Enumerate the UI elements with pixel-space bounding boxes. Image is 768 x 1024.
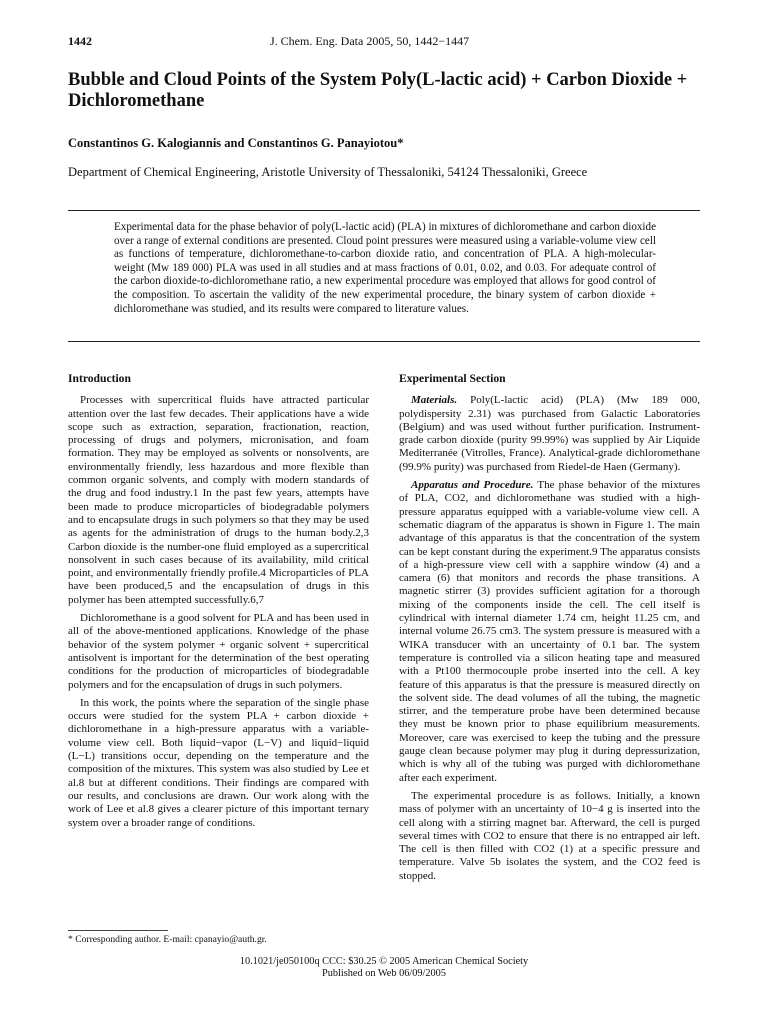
journal-reference: J. Chem. Eng. Data 2005, 50, 1442−1447: [270, 34, 470, 48]
abstract: Experimental data for the phase behavior of poly(L-lactic acid) (PLA) in mixtures of dichloromethane and carbon dioxide over a range of external conditions are presented. Cloud point pressures were measured using a variable-volume view cell as functions of temperature, dichloromethane-to-carbon dioxide ratio, and concentration of PLA. A high-molecular-weight (Mw 189 000) PLA was used in all studies and at mass fractions of 0.01, 0.02, and 0.03. For adequate control of the carbon dioxide-to-dichloromethane ratio, a new experimental procedure was employed that allows for good control of the composition. To ascertain the validity of the new experimental procedure, the binary system of carbon dioxide + dichloromethane was studied, and its results were compared to literature values.: [114, 221, 656, 315]
intro-paragraph-1: Processes with supercritical fluids have attracted particular attention over the last few decades. Their applications have a wide scope such as extraction, separation, fractionation, reaction, processing of drugs and polymers, micronisation, and foam formation. They may be employed as solvents or nonsolvents, are environmentally friendly, less hazardous and more flexible than common organic solvents, and comply with modern standards of the drug and food industry.1 In the past few years, attempts have been made to produce microparticles of biodegradable polymers and to encapsulate drugs in such polymers so that they may be used as agents for the administration of drugs to the human body.2,3 Carbon dioxide is the number-one fluid employed as a supercritical nonsolvent in such cases because of its availability, mild critical point, and environmentally friendly profile.4 Microparticles of PLA have been produced,5 and the encapsulation of drugs in this polymer has been attempted successfully.6,7: [68, 394, 369, 606]
abstract-bottom-rule: [68, 341, 700, 342]
intro-paragraph-2: Dichloromethane is a good solvent for PLA and has been used in all of the above-mentioned applications. Knowledge of the phase behavior of the system polymer + organic solvent + supercritical antisolvent is important for the determination of the best operating conditions for the production of microparticles of biodegradable polymers and for the encapsulation of drugs in such polymers.: [68, 612, 369, 691]
footnote-rule: [68, 930, 168, 931]
materials-label: Materials.: [411, 394, 458, 407]
authors: Constantinos G. Kalogiannis and Constantinos G. Panayiotou*: [68, 136, 404, 150]
apparatus-label: Apparatus and Procedure.: [411, 479, 534, 492]
right-column: [399, 372, 700, 888]
published-date: Published on Web 06/09/2005: [322, 968, 446, 979]
page-number: 1442: [68, 34, 92, 48]
article-title: Bubble and Cloud Points of the System Poly(L-lactic acid) + Carbon Dioxide + Dichloromethane: [68, 70, 688, 111]
apparatus-text: The phase behavior of the mixtures of PLA, CO2, and dichloromethane was studied with a high-pressure apparatus equipped with a variable-volume view cell. A schematic diagram of the apparatus is shown in Figure 1. The main advantage of this apparatus is that the concentration of the system can be kept constant during the experiment.9 The apparatus consists of a high-pressure view cell with a sapphire window (4) and a camera (6) that monitors and records the phase transitions. A magnetic stirrer (3) provides sufficient agitation for a thorough mixing of the components inside the cell. The cell itself is cylindrical with internal diameter 1.74 cm, height 11.25 cm, and internal volume 26.75 cm3. The system pressure is measured with a WIKA transducer with an uncertainty of 0.1 bar. The system temperature is controlled via a silicon heating tape and measured with a Pt100 thermocouple probe inserted into the cell. A key feature of this apparatus is that the pressure is measured directly on the solvent side. The dead volumes of all the tubing, the magnetic stirrer, and the temperature probe have been determined because they must be known prior to phase equilibrium measurements. Moreover, care was exercised to keep the tubing and the pressure gauge clean because polymer may plug it during depressurization, which is why all of the tubing was purged with dichloromethane after each experiment.: [399, 479, 700, 784]
affiliation: Department of Chemical Engineering, Aristotle University of Thessaloniki, 54124 Thessaloniki, Greece: [68, 165, 588, 179]
procedure-paragraph: The experimental procedure is as follows. Initially, a known mass of polymer with an uncertainty of 10−4 g is inserted into the cell along with a stirring magnet bar. Afterward, the cell is purged several times with CO2 to ensure that there is no entrapped air left. The cell is then filled with CO2 (1) at a specific pressure and temperature. Valve 5b isolates the system, and the CO2 feed is stopped.: [399, 789, 700, 882]
intro-paragraph-3: In this work, the points where the separation of the single phase occurs were studied for the system PLA + carbon dioxide + dichloromethane in a high-pressure apparatus with a variable-volume view cell. Both liquid−vapor (L−V) and liquid−liquid (L−L) transitions occur, depending on the temperature and the composition of the mixtures. This system was also studied by Lee et al.8 but at different conditions. Their findings are compared with our results, and conclusions are drawn. Our work along with the work of Lee et al.8 gives a clearer picture of this important ternary system over a broader range of conditions.: [68, 696, 369, 829]
materials-text: Poly(L-lactic acid) (PLA) (Mw 189 000, polydispersity 2.31) was purchased from Galactic Laboratories (Belgium) and was used without further purification. Instrument-grade carbon dioxide (purity 99.99%) was supplied by Air Liquide Mediterranée (Vitrolles, France). Analytical-grade dichloromethane (99.9% purity) was purchased from Riedel-de Haen (Germany).: [399, 394, 701, 473]
experimental-heading: Experimental Section: [399, 372, 506, 385]
introduction-heading: Introduction: [68, 372, 131, 385]
doi-line: 10.1021/je050100q CCC: $30.25 © 2005 American Chemical Society: [239, 956, 529, 967]
materials-paragraph: [399, 394, 700, 474]
footer: [0, 956, 768, 980]
corresponding-author-footnote: * Corresponding author. E-mail: cpanayio@auth.gr.: [68, 934, 267, 945]
apparatus-paragraph: [399, 479, 700, 785]
abstract-top-rule: [68, 210, 700, 211]
left-column: [68, 372, 369, 835]
